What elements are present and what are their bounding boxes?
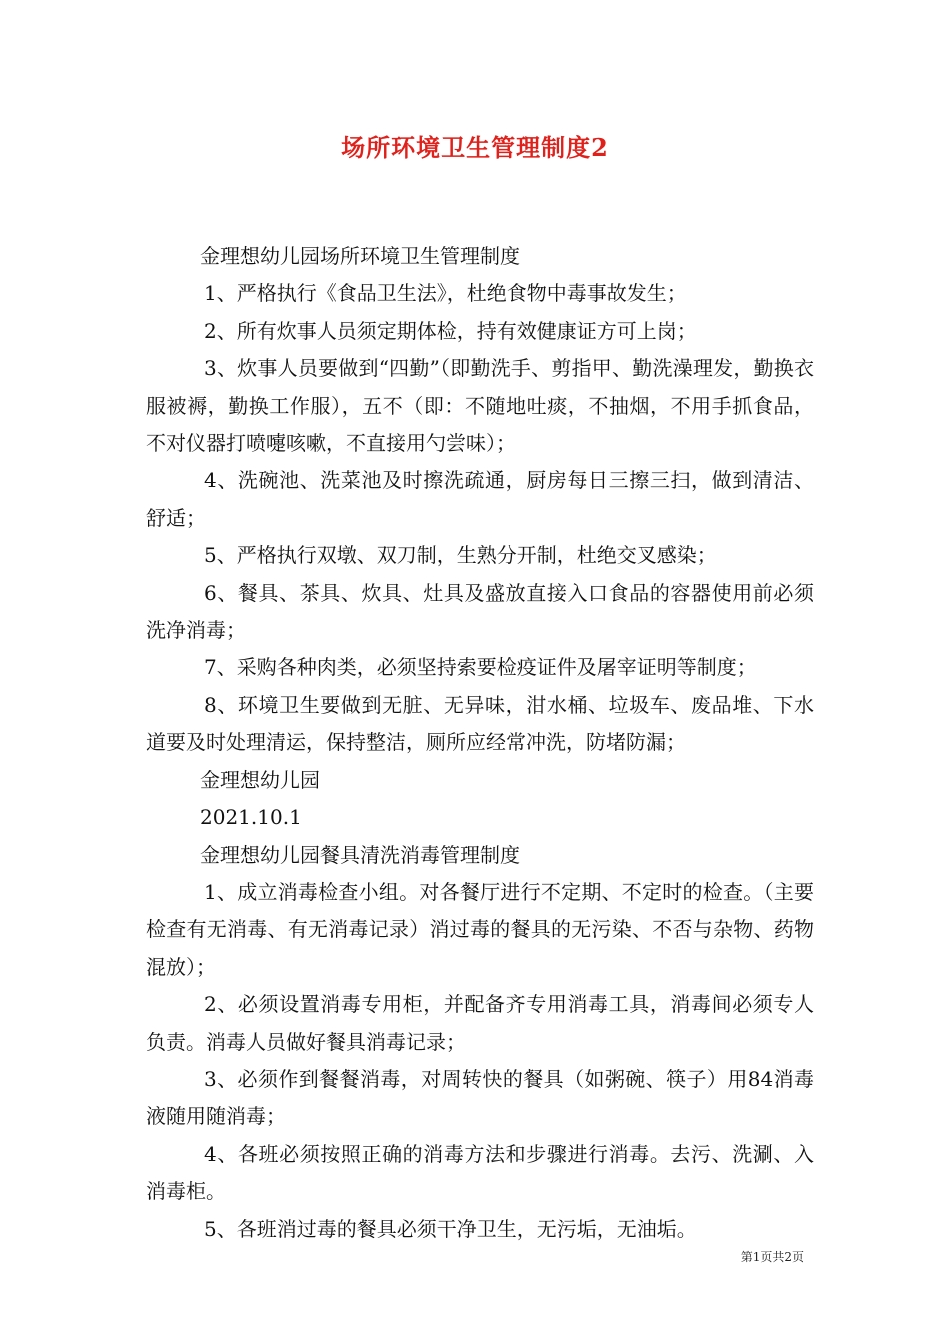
rule-item: 8、环境卫生要做到无脏、无异味，泔水桶、垃圾车、废品堆、下水道要及时处理清运，保持整洁，厕所应经常冲洗，防堵防漏； <box>146 692 814 755</box>
rule-item: 1、严格执行《食品卫生法》，杜绝食物中毒事故发生； <box>204 281 687 306</box>
section-heading: 金理想幼儿园餐具清洗消毒管理制度 <box>200 842 520 867</box>
page-number: 第1页共2页 <box>740 1250 804 1264</box>
signature-date: 2021.10.1 <box>200 805 302 830</box>
rule-item: 3、必须作到餐餐消毒，对周转快的餐具（如粥碗、筷子）用84消毒液随用随消毒； <box>146 1066 814 1129</box>
rule-item: 6、餐具、茶具、炊具、灶具及盛放直接入口食品的容器使用前必须洗净消毒； <box>146 580 814 643</box>
rule-item: 4、洗碗池、洗菜池及时擦洗疏通，厨房每日三擦三扫，做到清洁、舒适； <box>146 468 814 530</box>
document-body <box>146 238 814 1248</box>
rule-item: 1、成立消毒检查小组。对各餐厅进行不定期、不定时的检查。（主要检查有无消毒、有无消毒记录）消过毒的餐具的无污染、不否与杂物、药物混放）； <box>146 879 814 979</box>
rule-item: 5、严格执行双墩、双刀制，生熟分开制，杜绝交叉感染； <box>204 543 717 568</box>
rule-item: 2、所有炊事人员须定期体检，持有效健康证方可上岗； <box>204 318 697 343</box>
rule-item: 5、各班消过毒的餐具必须干净卫生，无污垢，无油垢。 <box>204 1216 697 1241</box>
rule-item: 4、各班必须按照正确的消毒方法和步骤进行消毒。去污、洗涮、入消毒柜。 <box>146 1141 814 1204</box>
document-title: 场所环境卫生管理制度2 <box>341 133 609 162</box>
rule-item: 2、必须设置消毒专用柜，并配备齐专用消毒工具，消毒间必须专人负责。消毒人员做好餐具消毒记录； <box>146 992 814 1054</box>
signature-org: 金理想幼儿园 <box>200 767 320 792</box>
rule-item: 3、炊事人员要做到“四勤”（即勤洗手、剪指甲、勤洗澡理发，勤换衣服被褥，勤换工作服），五不（即：不随地吐痰，不抽烟，不用手抓食品，不对仪器打喷嚏咳嗽，不直接用勺尝味）； <box>146 356 814 456</box>
rule-item: 7、采购各种肉类，必须坚持索要检疫证件及屠宰证明等制度； <box>204 655 757 680</box>
section-heading: 金理想幼儿园场所环境卫生管理制度 <box>200 244 520 268</box>
